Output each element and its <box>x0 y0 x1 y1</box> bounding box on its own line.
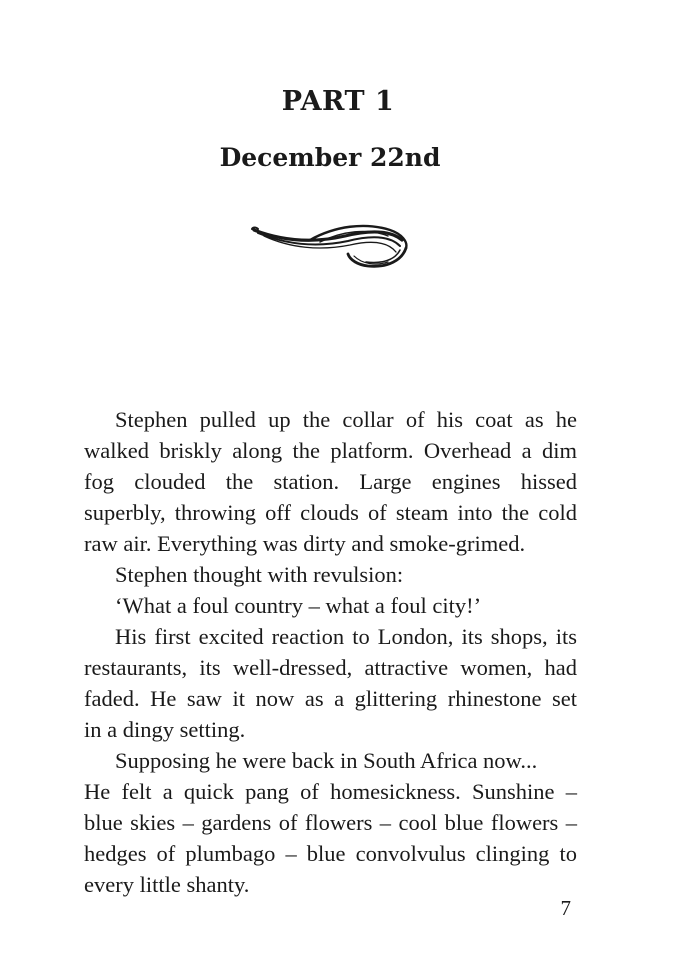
paragraph-3 <box>115 590 577 621</box>
text-line: restaurants, its well-dressed, attractive women, had <box>84 655 577 680</box>
text-line: in a dingy setting. <box>84 717 246 742</box>
text-line: superbly, throwing off clouds of steam into the cold <box>84 500 577 525</box>
paragraph-1 <box>84 404 577 559</box>
text-line: every little shanty. <box>84 872 250 897</box>
text-line: walked briskly along the platform. Overhead a dim <box>84 438 577 463</box>
text-line: ‘What a foul country – what a foul city!’ <box>115 593 482 618</box>
text-line: His first excited reaction to London, its shops, its <box>115 624 577 649</box>
text-line: faded. He saw it now as a glittering rhinestone set <box>84 686 577 711</box>
text-line: raw air. Everything was dirty and smoke-grimed. <box>84 531 526 556</box>
page-number: 7 <box>560 896 571 920</box>
text-line: hedges of plumbago – blue convolvulus clinging to <box>84 841 577 866</box>
text-line: Supposing he were back in South Africa now... <box>115 748 538 773</box>
swirl-flourish-icon <box>250 218 414 280</box>
paragraph-4 <box>84 621 577 745</box>
chapter-title: December 22nd <box>219 143 441 172</box>
text-line: He felt a quick pang of homesickness. Sunshine – <box>84 779 577 804</box>
body-text <box>84 404 577 900</box>
text-line: fog clouded the station. Large engines hissed <box>84 469 577 494</box>
paragraph-2 <box>115 559 577 590</box>
text-line: blue skies – gardens of flowers – cool blue flowers – <box>84 810 577 835</box>
text-line: Stephen pulled up the collar of his coat as he <box>115 407 577 432</box>
part-title: PART 1 <box>281 86 395 117</box>
text-line: Stephen thought with revulsion: <box>115 562 404 587</box>
paragraph-5 <box>84 745 577 900</box>
